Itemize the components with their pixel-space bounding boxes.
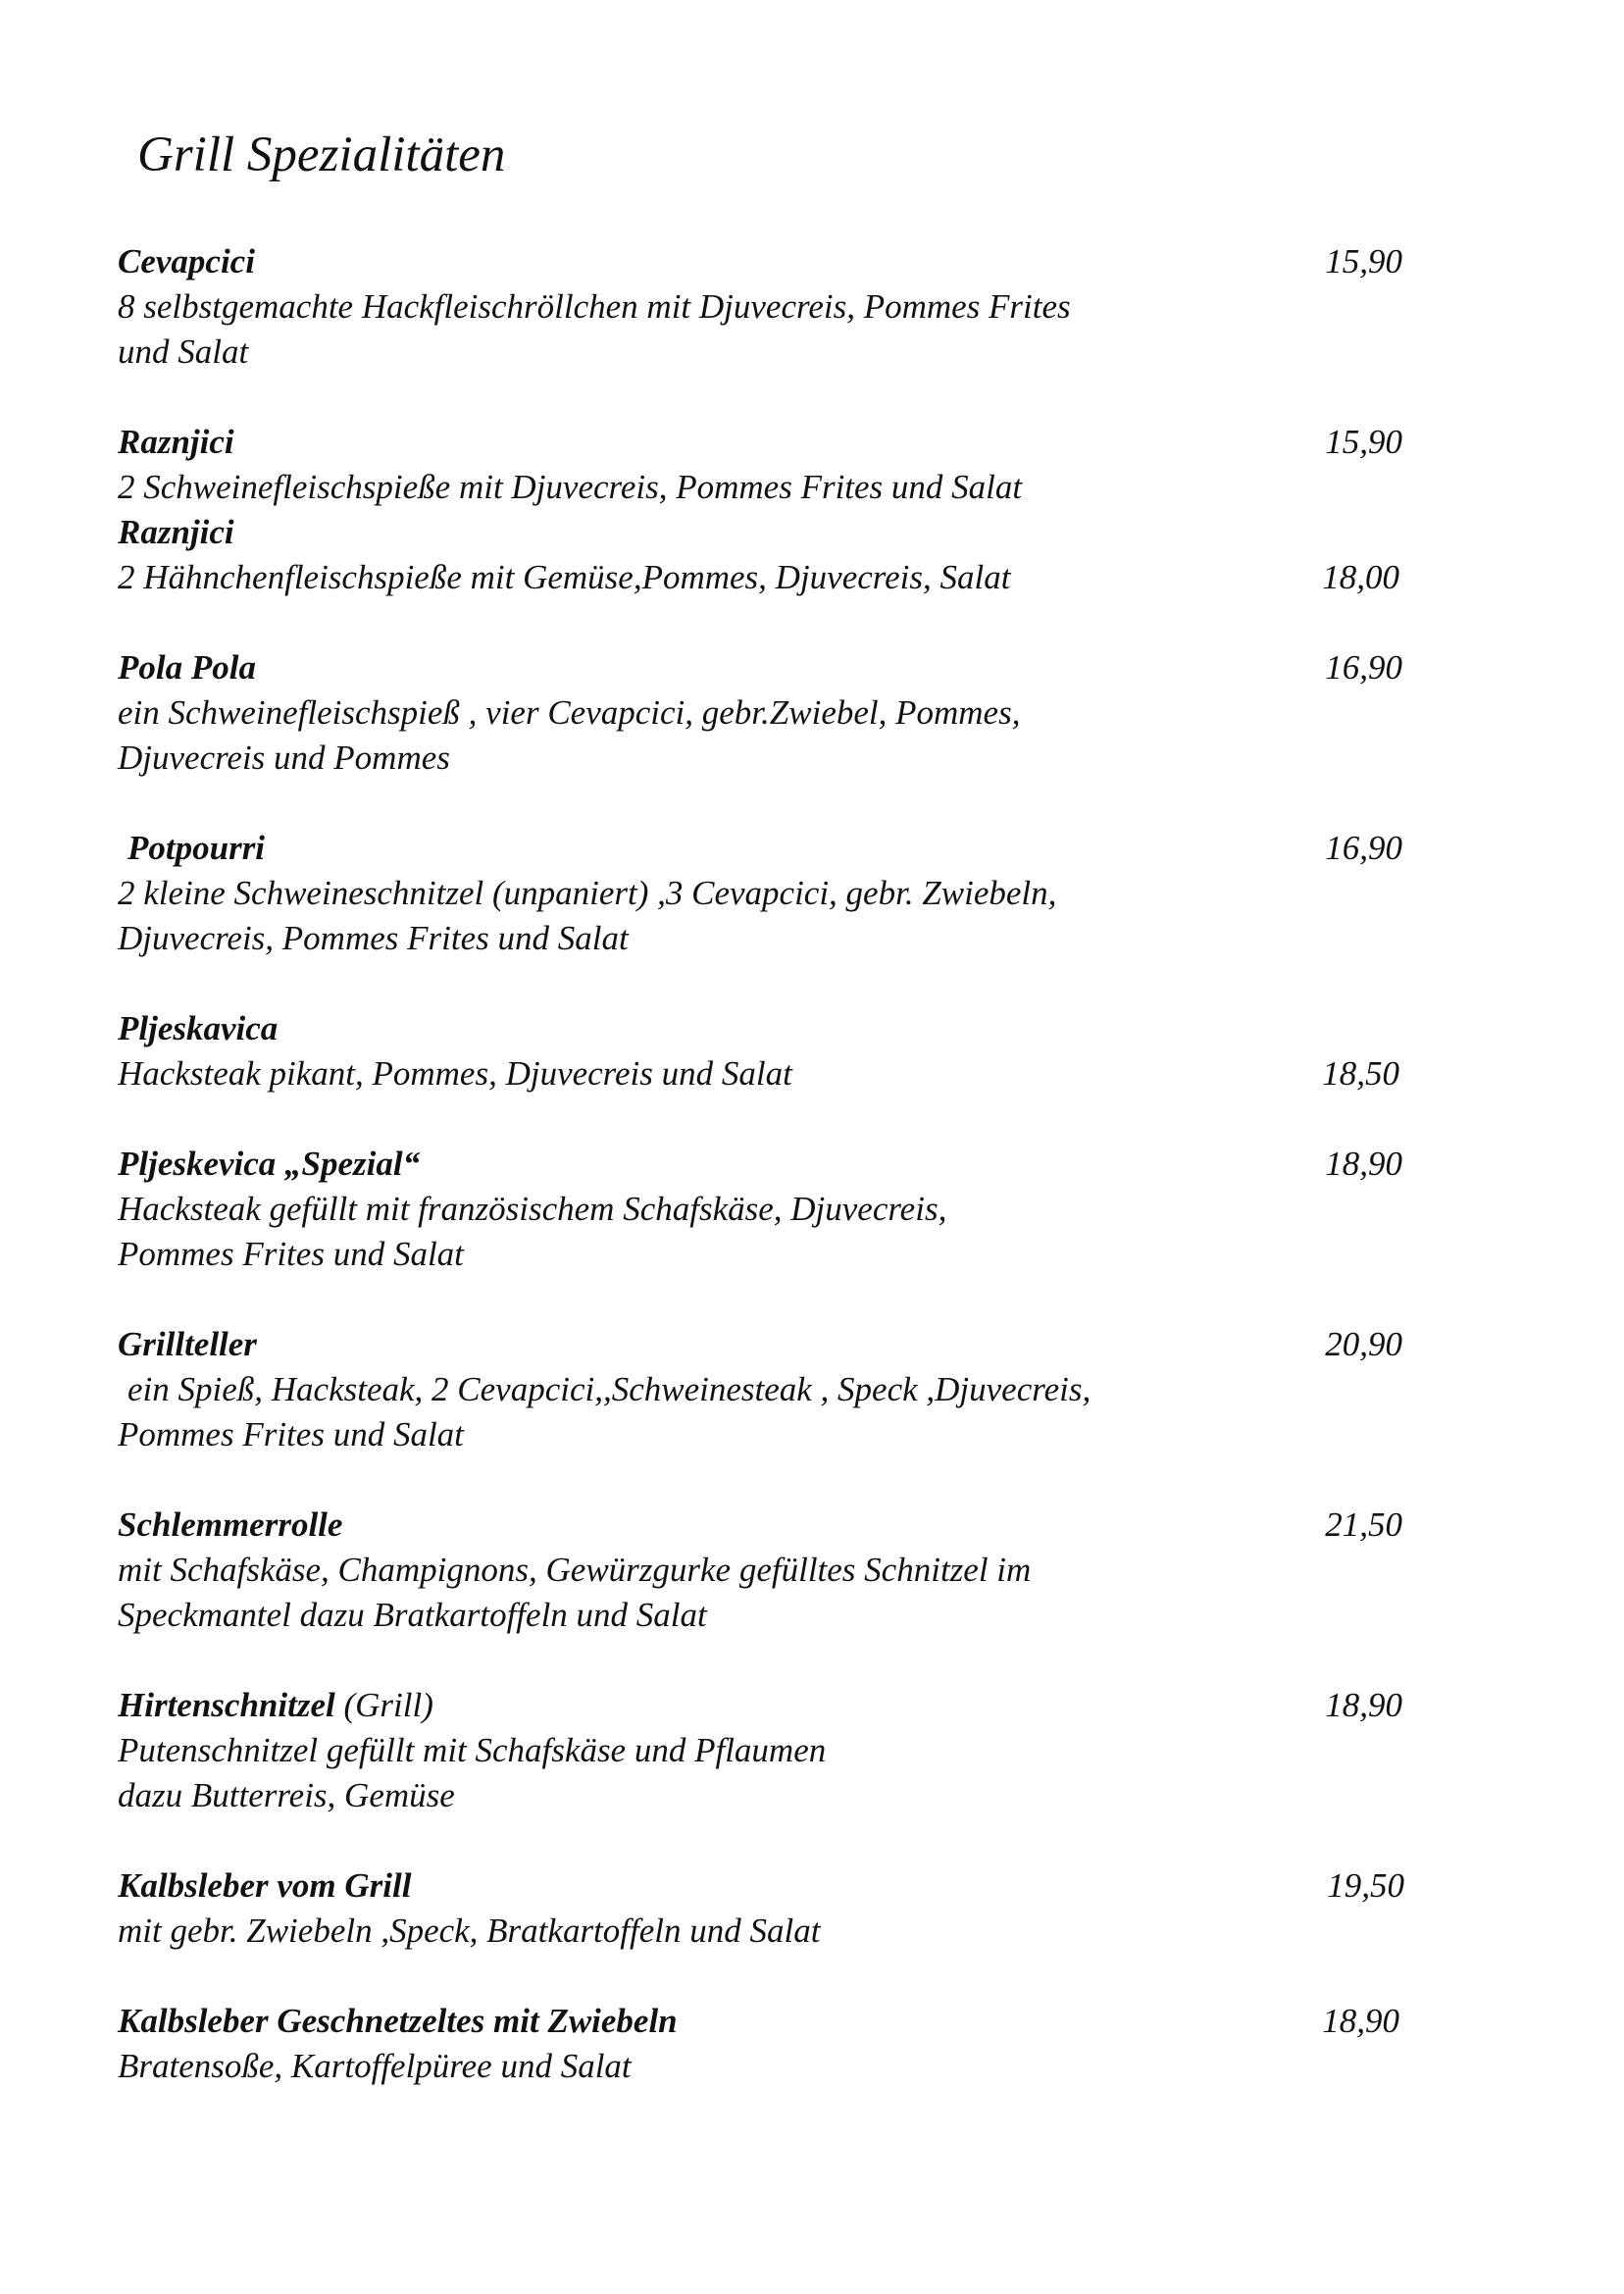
dish-name: Pljeskevica „Spezial“ <box>118 1145 421 1183</box>
dish-name: Grillteller <box>118 1325 257 1363</box>
dish-name-row <box>118 1683 433 1728</box>
dish-description: Pommes Frites und Salat <box>118 1415 464 1453</box>
dish-description: 8 selbstgemachte Hackfleischröllchen mit Djuvecreis, Pommes Frites <box>118 287 1071 326</box>
dish-description: mit Schafskäse, Champignons, Gewürzgurke gefülltes Schnitzel im <box>118 1551 1032 1589</box>
dish-description: Djuvecreis und Pommes <box>118 739 450 777</box>
dish-description: ein Schweinefleischspieß , vier Cevapcici, gebr.Zwiebel, Pommes, <box>118 693 1021 732</box>
dish-description: Putenschnitzel gefüllt mit Schafskäse und Pflaumen <box>118 1731 827 1769</box>
dish-price: 19,50 <box>1327 1866 1404 1905</box>
dish-name: Kalbsleber vom Grill <box>118 1866 412 1905</box>
dish-price: 15,90 <box>1325 242 1402 280</box>
dish-price: 18,90 <box>1325 1686 1402 1724</box>
dish-description: Hacksteak pikant, Pommes, Djuvecreis und Salat <box>118 1054 792 1093</box>
dish-price: 18,50 <box>1322 1054 1399 1093</box>
dish-price: 18,90 <box>1322 2002 1399 2040</box>
dish-description: Speckmantel dazu Bratkartoffeln und Salat <box>118 1596 707 1634</box>
dish-description: dazu Butterreis, Gemüse <box>118 1776 455 1814</box>
dish-name: Pljeskavica <box>118 1009 279 1047</box>
dish-price: 21,50 <box>1325 1505 1402 1544</box>
dish-name: Hirtenschnitzel <box>118 1686 335 1724</box>
dish-description: Hacksteak gefüllt mit französischem Schafskäse, Djuvecreis, <box>118 1190 947 1228</box>
dish-name: Kalbsleber Geschnetzeltes mit Zwiebeln <box>118 2002 678 2040</box>
dish-price: 18,90 <box>1325 1145 1402 1183</box>
dish-price: 16,90 <box>1325 829 1402 867</box>
dish-price: 15,90 <box>1325 423 1402 461</box>
dish-description: und Salat <box>118 332 249 371</box>
dish-price: 18,00 <box>1322 558 1399 596</box>
dish-price: 16,90 <box>1325 648 1402 687</box>
dish-name: Raznjici <box>118 513 234 551</box>
dish-price: 20,90 <box>1325 1325 1402 1363</box>
dish-name: Cevapcici <box>118 242 255 280</box>
dish-description: 2 kleine Schweineschnitzel (unpaniert) ,3 Cevapcici, gebr. Zwiebeln, <box>118 874 1057 912</box>
dish-description: 2 Schweinefleischspieße mit Djuvecreis, Pommes Frites und Salat <box>118 468 1023 506</box>
dish-description: ein Spieß, Hacksteak, 2 Cevapcici,,Schweinesteak , Speck ,Djuvecreis, <box>127 1370 1091 1408</box>
dish-description: Bratensoße, Kartoffelpüree und Salat <box>118 2047 632 2085</box>
dish-name: Raznjici <box>118 423 234 461</box>
dish-name: Potpourri <box>127 829 266 867</box>
dish-name: Schlemmerrolle <box>118 1505 343 1544</box>
dish-description: Pommes Frites und Salat <box>118 1235 464 1273</box>
dish-name-extra: (Grill) <box>343 1686 433 1724</box>
dish-name: Pola Pola <box>118 648 256 687</box>
dish-description: mit gebr. Zwiebeln ,Speck, Bratkartoffeln und Salat <box>118 1912 821 1950</box>
dish-description: 2 Hähnchenfleischspieße mit Gemüse,Pommes, Djuvecreis, Salat <box>118 558 1011 596</box>
page-title: Grill Spezialitäten <box>137 127 506 182</box>
dish-description: Djuvecreis, Pommes Frites und Salat <box>118 919 629 957</box>
